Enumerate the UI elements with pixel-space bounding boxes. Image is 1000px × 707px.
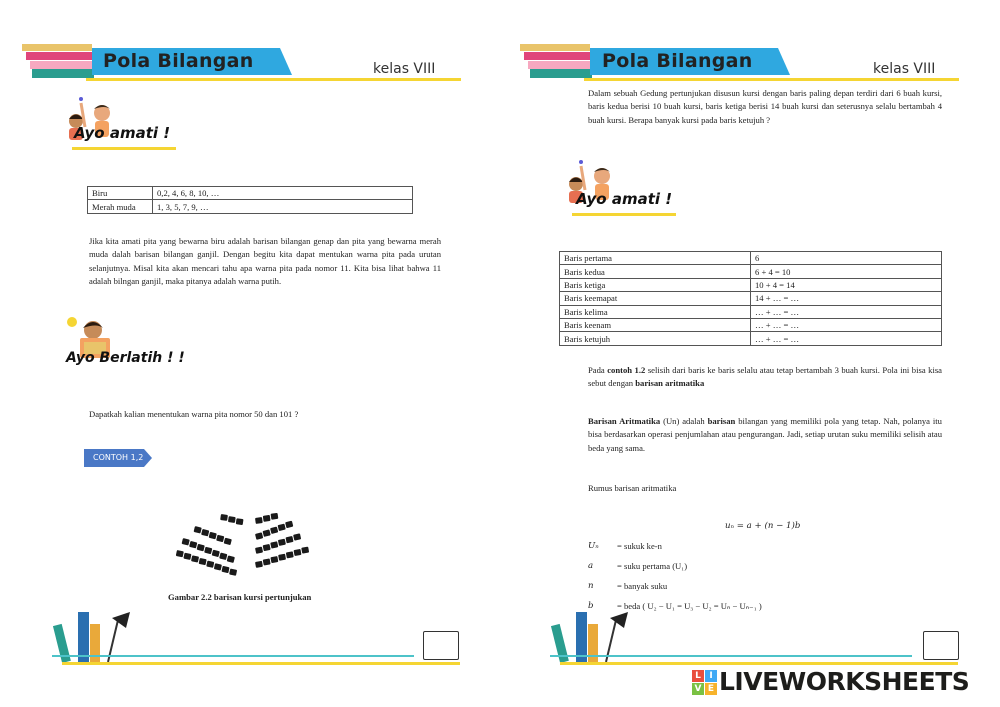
pattern-paragraph xyxy=(588,364,942,391)
logo-cell: V xyxy=(692,683,704,695)
question-text: Dapatkah kalian menentukan warna pita nomor 50 dan 101 ? xyxy=(89,409,299,419)
page-number-box xyxy=(423,631,459,660)
def-symbol: a xyxy=(588,561,594,571)
table-row xyxy=(560,252,942,265)
ribbon-table xyxy=(87,186,413,214)
table-row xyxy=(560,278,942,291)
page-title: Pola Bilangan xyxy=(103,50,254,72)
figure-caption: Gambar 2.2 barisan kursi pertunjukan xyxy=(168,592,312,602)
heading-underline xyxy=(72,147,176,150)
table-row xyxy=(560,292,942,305)
def-description: = beda ( U₂ − U₁ = U₃ − U₂ = Uₙ − Uₙ₋₁ ) xyxy=(617,601,762,611)
table-cell: 6 + 4 = 10 xyxy=(751,265,942,278)
ayo-amati-heading: Ayo amati ! xyxy=(74,124,171,142)
class-label: kelas VIII xyxy=(373,61,436,77)
table-cell: 14 + … = … xyxy=(751,292,942,305)
text-span-bold: barisan xyxy=(707,416,736,426)
table-row xyxy=(560,318,942,331)
table-cell: … + … = … xyxy=(751,305,942,318)
table-cell: Baris kedua xyxy=(560,265,751,278)
table-cell: 1, 3, 5, 7, 9, … xyxy=(153,200,413,213)
contoh-tag[interactable] xyxy=(84,449,152,467)
def-description: = suku pertama (U₁) xyxy=(617,561,688,571)
logo-cell: E xyxy=(705,683,717,695)
logo-cell: I xyxy=(705,670,717,682)
arithmetic-formula: uₙ = a + (n − 1)b xyxy=(725,521,801,531)
def-description: = banyak suku xyxy=(617,581,668,591)
liveworksheets-logo-icon xyxy=(692,670,718,696)
table-cell: … + … = … xyxy=(751,332,942,345)
table-row xyxy=(88,187,413,200)
table-row xyxy=(560,265,942,278)
page-number-box-right xyxy=(923,631,959,660)
table-cell: … + … = … xyxy=(751,318,942,331)
text-span: bilangan yang memiliki pola yang tetap. Nah, polanya itu bisa berdasarkan operasi penjumlahan atau pengurangan. Jadi, setiap urutan suku memiliki selisih atau beda yang sama. xyxy=(588,416,942,453)
table-cell: Baris keenam xyxy=(560,318,751,331)
text-span-bold: barisan aritmatika xyxy=(635,378,705,389)
def-symbol: n xyxy=(588,581,594,591)
footer-books-lamp-icon-right xyxy=(550,608,960,668)
table-cell: 10 + 4 = 14 xyxy=(751,278,942,291)
table-cell: Baris pertama xyxy=(560,252,751,265)
table-cell: Baris keemapat xyxy=(560,292,751,305)
table-cell: Baris ketiga xyxy=(560,278,751,291)
table-row xyxy=(88,200,413,213)
table-cell: 0,2, 4, 6, 8, 10, … xyxy=(153,187,413,200)
table-cell: Baris kelima xyxy=(560,305,751,318)
table-row xyxy=(560,305,942,318)
definition-paragraph xyxy=(588,415,942,455)
table-cell: Merah muda xyxy=(88,200,153,213)
tag-label: CONTOH 1,2 xyxy=(93,453,144,462)
heading-underline-right xyxy=(572,213,676,216)
ayo-amati-heading-right: Ayo amati ! xyxy=(576,190,673,208)
class-label-right: kelas VIII xyxy=(873,61,936,77)
footer-books-lamp-icon xyxy=(52,608,462,668)
logo-cell: L xyxy=(692,670,704,682)
seat-rows-table xyxy=(559,251,942,346)
def-symbol: Uₙ xyxy=(588,541,599,551)
theater-seats-illustration xyxy=(175,508,325,578)
rumus-label: Rumus barisan aritmatika xyxy=(588,483,677,493)
liveworksheets-watermark: LIVEWORKSHEETS xyxy=(719,667,970,696)
table-row xyxy=(560,332,942,345)
text-span-bold: Barisan Aritmatika xyxy=(588,416,661,426)
text-span: selisih dari baris ke baris selalu atau tetap bertambah 3 buah kursi. Pola ini bisa kisa sebut dengan xyxy=(588,365,942,389)
text-span: Pada xyxy=(588,365,608,375)
ayo-berlatih-heading: Ayo Berlatih ! ! xyxy=(66,350,185,366)
table-cell: 6 xyxy=(751,252,942,265)
explanation-paragraph: Jika kita amati pita yang bewarna biru adalah barisan bilangan genap dan pita yang bewarna merah muda dalah barisan bilangan ganjil. Dengan begitu kita dapat mentukan warna pita pada urutan selanjutnya. Misal kita akan mencari tahu apa warna pita pada nomor 11. Kita bisa lihat bahwa 11 adalah bilngan ganjil, maka pitanya adalah warna putih. xyxy=(89,236,441,287)
table-cell: Biru xyxy=(88,187,153,200)
def-description: = sukuk ke-n xyxy=(617,541,662,551)
text-span-bold: contoh 1.2 xyxy=(607,365,646,375)
def-symbol: b xyxy=(588,601,594,611)
intro-paragraph: Dalam sebuah Gedung pertunjukan disusun kursi dengan baris paling depan terdiri dari 6 buah kursi, baris kedua berisi 10 buah kursi, baris ketiga berisi 14 buah kursi dan seterusnya selalu bertambah 4 buah kursi. Berapa banyak kursi pada baris ketujuh ? xyxy=(588,88,942,125)
text-span: (Un) adalah xyxy=(660,416,708,426)
table-cell: Baris ketujuh xyxy=(560,332,751,345)
page-title-right: Pola Bilangan xyxy=(602,50,753,72)
